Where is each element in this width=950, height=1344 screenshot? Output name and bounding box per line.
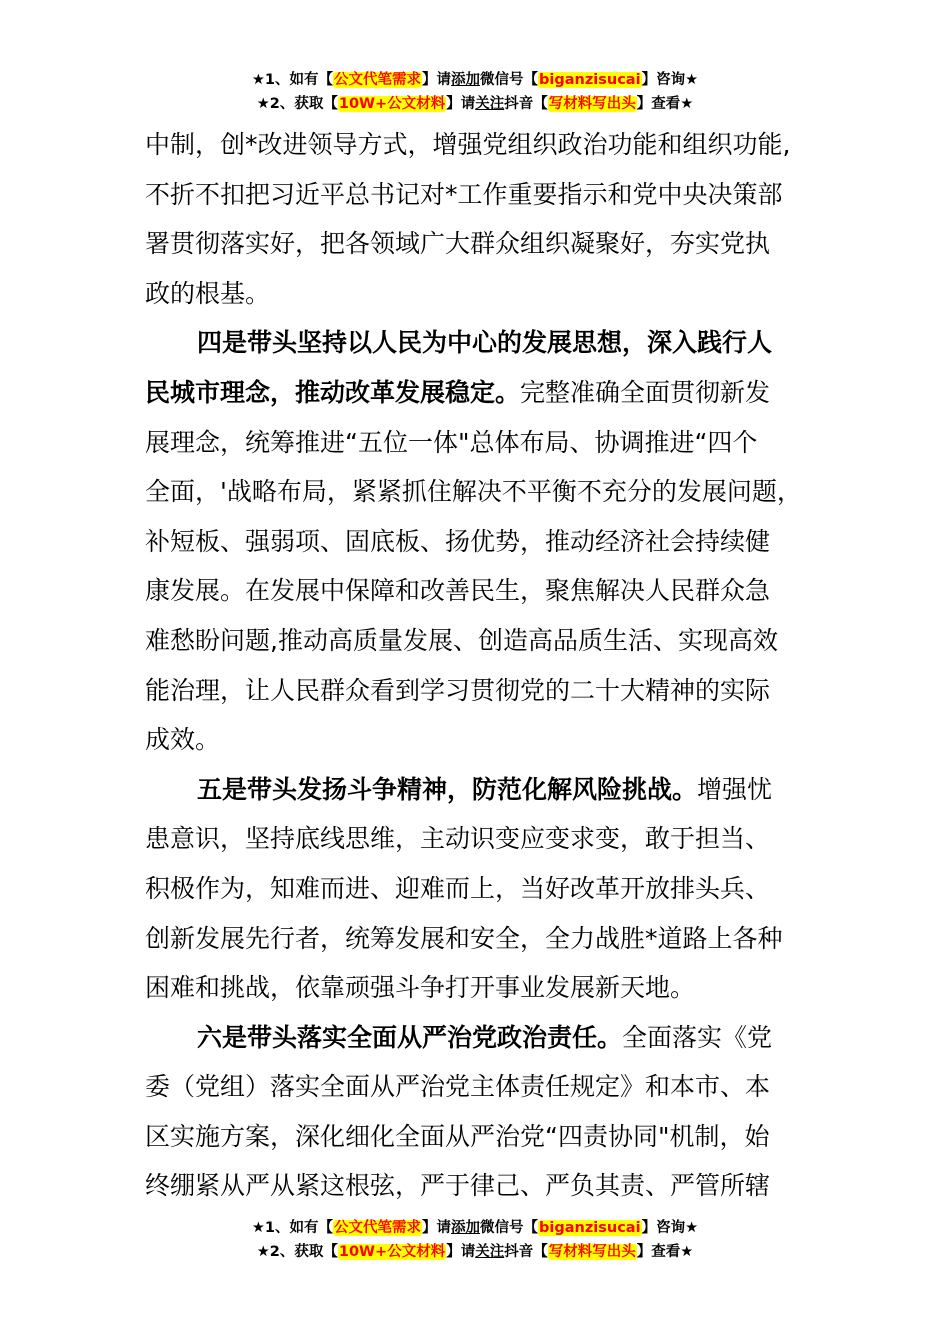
text-line: 补短板、强弱项、固底板、扬优势，推动经济社会持续健 [145,526,771,556]
wechat-id: biganzisucai [539,1220,641,1236]
bottom-promo-banner [0,1216,950,1264]
service-highlight: 公文代笔需求 [334,72,422,88]
service-highlight: 公文代笔需求 [334,1220,422,1236]
text-line: 区实施方案，深化细化全面从严治党“四责协同"机制，始 [145,1121,770,1151]
paragraph-heading: 六是带头落实全面从严治党政治责任。 [197,1022,623,1052]
document-body [145,120,825,1211]
promo-line-1: ★1、如有【公文代笔需求】请添加微信号【biganzisucai】咨询★ [251,1220,699,1236]
text-line: 能治理，让人民群众看到学习贯彻党的二十大精神的实际 [145,675,771,705]
text-line: 署贯彻落实好，把各领域广大群众组织凝聚好，夯实党执 [145,229,771,259]
text-line: 民城市理念，推动改革发展稳定。完整准确全面贯彻新发 [145,377,771,407]
text-line: 积极作为，知难而进、迎难而上，当好改革开放排头兵、 [145,873,771,903]
paragraph-3 [145,765,825,1013]
text-line: 患意识，坚持底线思维，主动识变应变求变，敢于担当、 [145,824,771,854]
text-line: 委（党组）落实全面从严治党主体责任规定》和本市、本 [145,1072,771,1102]
text-line: 全面，'战略布局，紧紧抓住解决不平衡不充分的发展问题， [145,477,802,507]
text-line: 五是带头发扬斗争精神，防范化解风险挑战。增强忧 [197,774,773,804]
text-line [145,318,825,368]
text-line: 创新发展先行者，统筹发展和安全，全力战胜*道路上各种 [145,923,783,953]
text-line: 中制，创*改进领导方式，增强党组织政治功能和组织功能, [145,130,791,159]
text-line: 展理念，统筹推进“五位一体"总体布局、协调推进“四个 [145,427,758,457]
text-line: 六是带头落实全面从严治党政治责任。全面落实《党 [197,1022,773,1052]
paragraph-heading-cont: 民城市理念，推动改革发展稳定。 [145,377,521,407]
text-line: 困难和挑战，依靠顽强斗争打开事业发展新天地。 [145,973,696,1003]
paragraph-1 [145,120,825,318]
promo-line-2: ★2、获取【10W+公文材料】请关注抖音【写材料写出头】查看★ [256,1244,694,1260]
promo-line-2: ★2、获取【10W+公文材料】请关注抖音【写材料写出头】查看★ [256,96,694,112]
paragraph-heading: 四是带头坚持以人民为中心的发展思想，深入践行人 [197,328,773,358]
promo-line-1: ★1、如有【公文代笔需求】请添加微信号【biganzisucai】咨询★ [251,72,699,88]
top-promo-banner [0,68,950,116]
material-highlight: 10W+公文材料 [338,1244,446,1260]
text-line: 不折不扣把习近平总书记对*工作重要指示和党中央决策部 [145,179,783,209]
text-line: 成效。 [145,725,221,755]
text-line: 难愁盼问题,推动高质量发展、创造高品质生活、实现高效 [145,625,778,655]
text-line: 康发展。在发展中保障和改善民生，聚焦解决人民群众急 [145,576,771,606]
wechat-id: biganzisucai [539,72,641,88]
text-line: 终绷紧从严从紧这根弦，严于律己、严负其责、严管所辖 [145,1171,771,1201]
paragraph-4 [145,1013,825,1211]
text-line: 政的根基。 [145,278,271,308]
paragraph-2 [145,318,825,764]
material-highlight: 10W+公文材料 [338,96,446,112]
douyin-account: 写材料写出头 [548,1244,636,1260]
paragraph-heading: 五是带头发扬斗争精神，防范化解风险挑战。 [197,774,698,804]
douyin-account: 写材料写出头 [548,96,636,112]
